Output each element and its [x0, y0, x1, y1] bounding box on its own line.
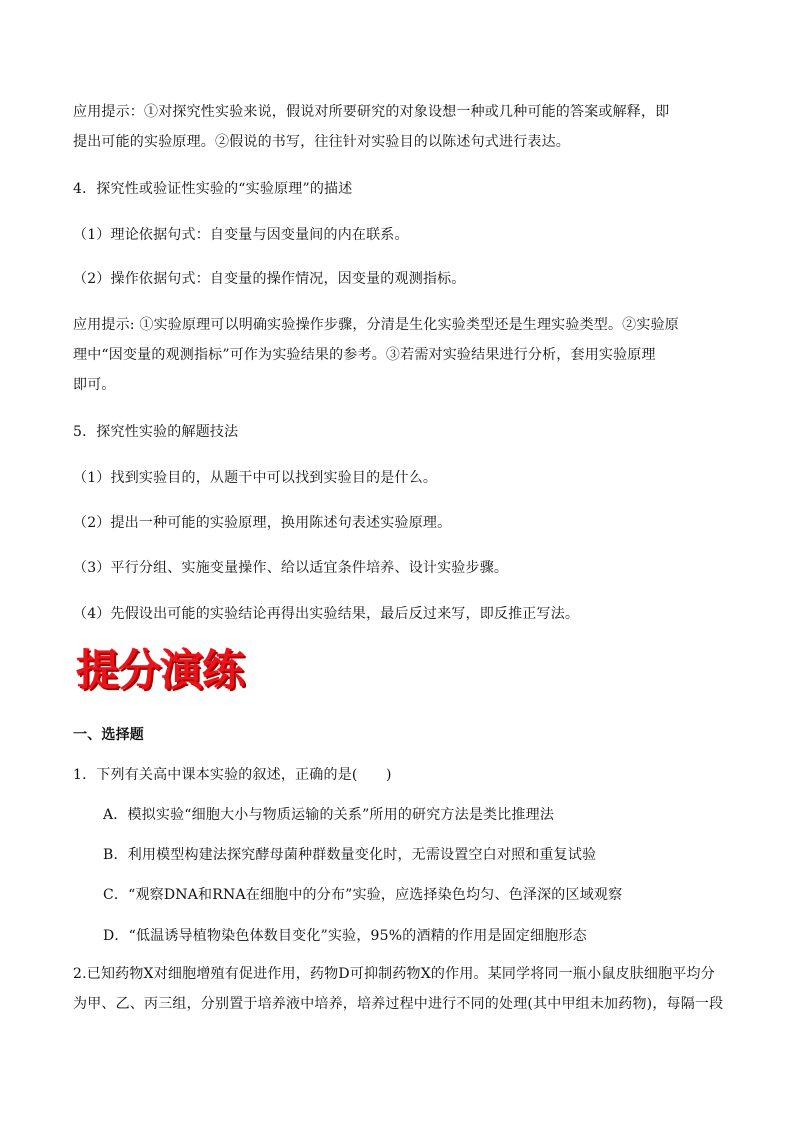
tip-line-1: 应用提示：①对探究性实验来说，假说对所要研究的对象设想一种或几种可能的答案或解释，即	[73, 104, 670, 120]
heading-5: 5．探究性实验的解题技法	[73, 424, 239, 440]
tip2-line-2: 理中“因变量的观测指标”可作为实验结果的参考。③若需对实验结果进行分析，套用实验原理	[73, 347, 656, 363]
question-1-option-d: D．“低温诱导植物染色体数目变化”实验，95%的酒精的作用是固定细胞形态	[103, 928, 587, 944]
question-1-option-a: A．模拟实验“细胞大小与物质运输的关系”所用的研究方法是类比推理法	[103, 807, 555, 823]
item-5-1: （1）找到实验目的，从题干中可以找到实验目的是什么。	[73, 470, 438, 486]
practice-banner: 提分演练	[76, 646, 244, 696]
question-1-stem: 1．下列有关高中课本实验的叙述，正确的是( )	[73, 767, 392, 783]
item-4-1: （1）理论依据句式：自变量与因变量间的内在联系。	[73, 227, 409, 243]
heading-4: 4．探究性或验证性实验的“实验原理”的描述	[73, 181, 353, 197]
item-5-4: （4）先假设出可能的实验结论再得出实验结果，最后反过来写，即反推正写法。	[73, 606, 580, 622]
question-2-line-1: 2.已知药物X对细胞增殖有促进作用，药物D可抑制药物X的作用。某同学将同一瓶小鼠皮肤细胞平均分	[73, 966, 715, 982]
tip-line-2: 提出可能的实验原理。②假说的书写，往往针对实验目的以陈述句式进行表达。	[73, 134, 570, 150]
question-1-option-b: B．利用模型构建法探究酵母菌种群数量变化时，无需设置空白对照和重复试验	[103, 847, 597, 863]
question-2-line-2: 为甲、乙、丙三组，分别置于培养液中培养，培养过程中进行不同的处理(其中甲组未加药物)，每隔一段	[73, 996, 724, 1012]
tip2-line-1: 应用提示: ①实验原理可以明确实验操作步骤，分清是生化实验类型还是生理实验类型。②实验原	[73, 317, 679, 333]
section-title: 一、选择题	[73, 727, 144, 743]
item-5-2: （2）提出一种可能的实验原理，换用陈述句表述实验原理。	[73, 515, 452, 531]
item-5-3: （3）平行分组、实施变量操作、给以适宜条件培养、设计实验步骤。	[73, 560, 509, 576]
item-4-2: （2）操作依据句式：自变量的操作情况，因变量的观测指标。	[73, 271, 466, 287]
question-1-option-c: C．“观察DNA和RNA在细胞中的分布”实验，应选择染色均匀、色泽深的区域观察	[103, 887, 623, 903]
tip2-line-3: 即可。	[73, 377, 116, 393]
